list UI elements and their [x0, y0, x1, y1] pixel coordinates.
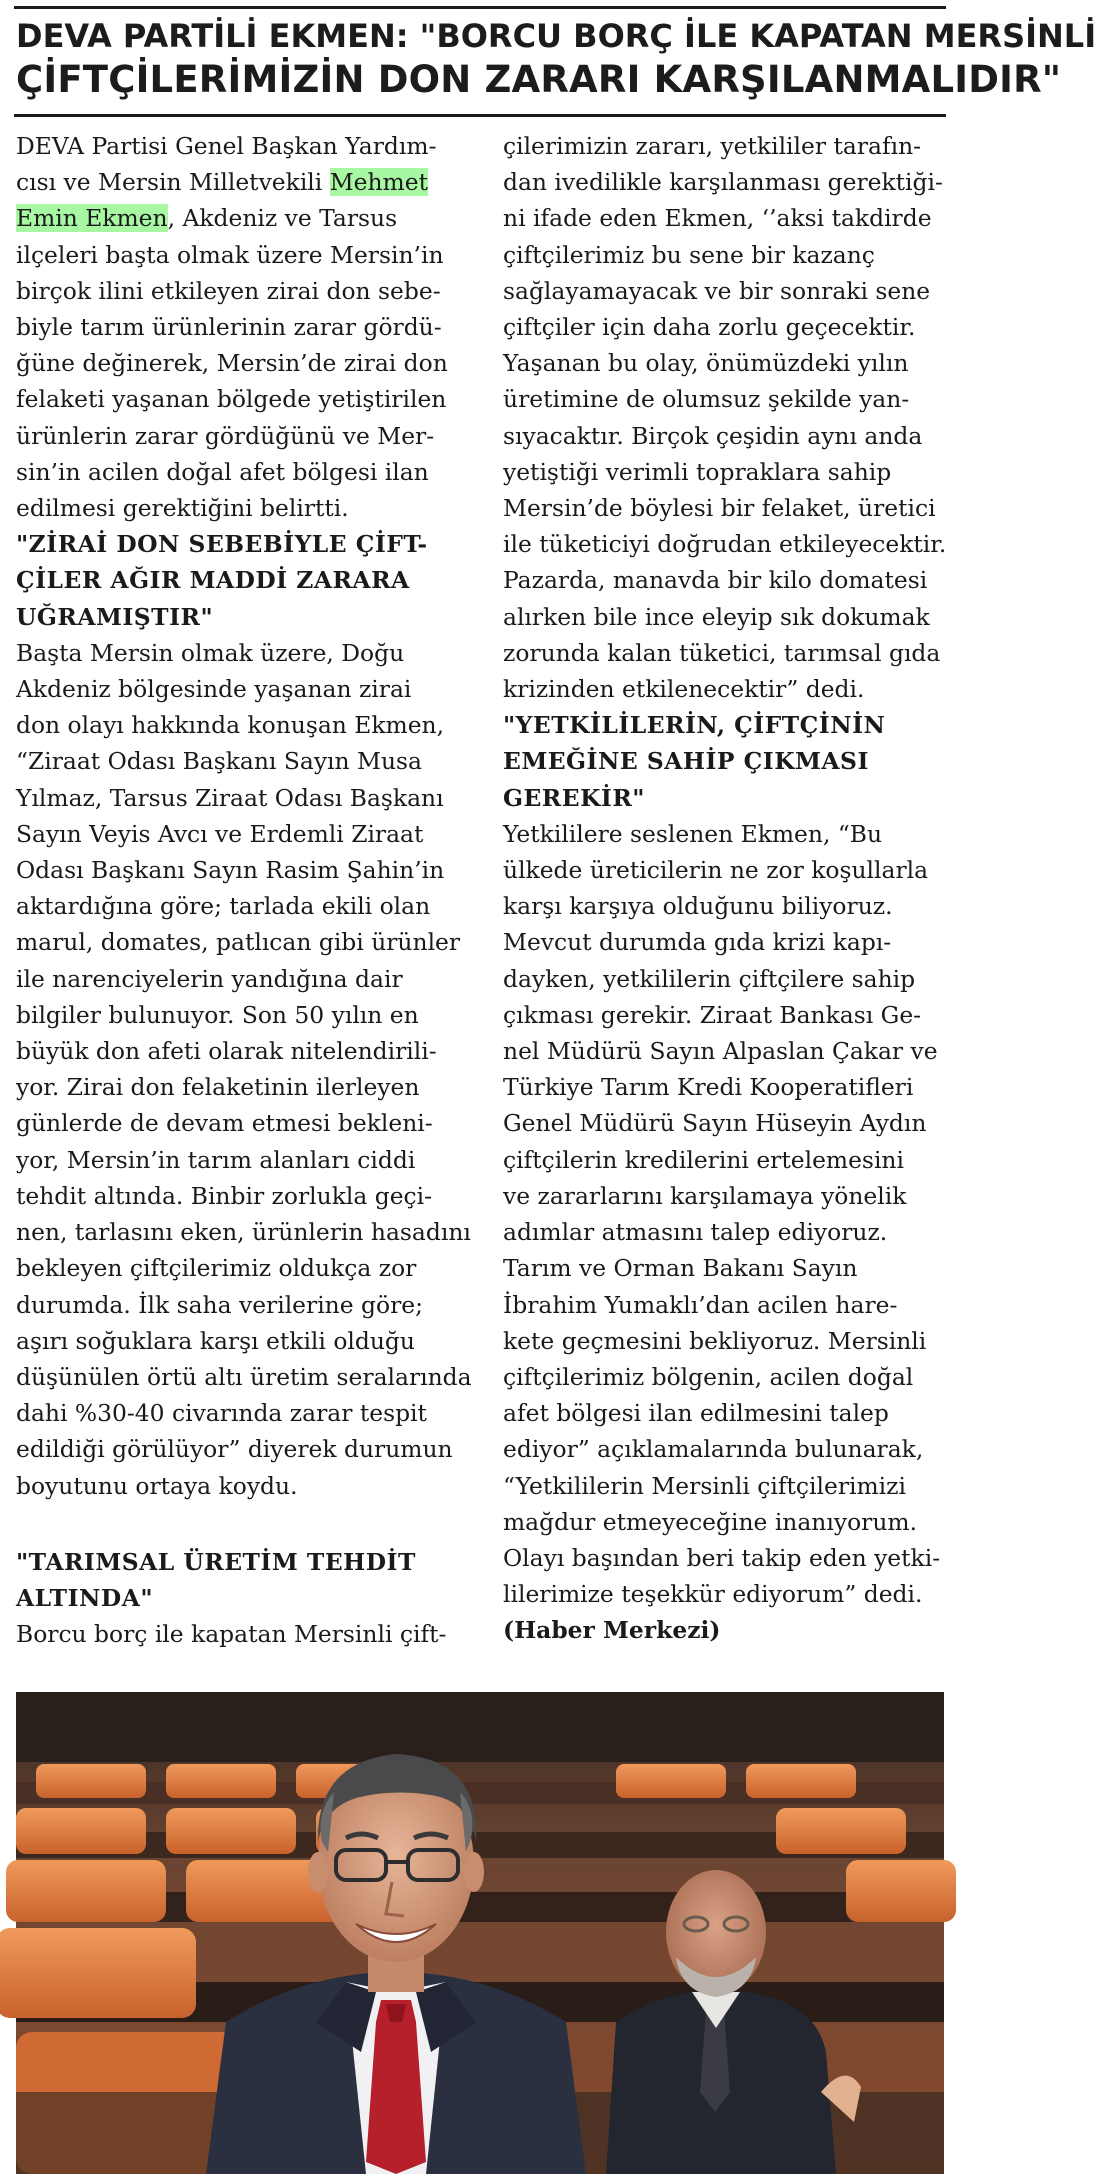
- text-line: alırken bile ince eleyip sık dokumak: [503, 602, 930, 631]
- text-line: çiftçilerin kredilerini ertelemesini: [503, 1145, 904, 1174]
- text-line: ilçeleri başta olmak üzere Mersin’in: [16, 240, 444, 269]
- text-line: yor. Zirai don felaketinin ilerleyen: [16, 1073, 420, 1102]
- text-line: Mersin’de böylesi bir felaket, üretici: [503, 494, 936, 523]
- text-line: ediyor” açıklamalarında bulunarak,: [503, 1435, 924, 1464]
- text-line: felaketi yaşanan bölgede yetiştirilen: [16, 385, 447, 414]
- text-line: Akdeniz bölgesinde yaşanan zirai: [16, 675, 412, 704]
- text-line: ni ifade eden Ekmen, ‘’aksi takdirde: [503, 204, 932, 233]
- text-line: Yetkililere seslenen Ekmen, “Bu: [503, 819, 883, 848]
- text-line: sıyacaktır. Birçok çeşidin aynı anda: [503, 421, 923, 450]
- subheading-line: "TARIMSAL ÜRETİM TEHDİT: [16, 1547, 416, 1576]
- text-line: çiftçilerimiz bu sene bir kazanç: [503, 240, 875, 269]
- subheading-line: "ZİRAİ DON SEBEBİYLE ÇİFT-: [16, 530, 428, 559]
- text-line: Mevcut durumda gıda krizi kapı-: [503, 928, 892, 957]
- subheading-line: EMEĞİNE SAHİP ÇIKMASI: [503, 747, 869, 776]
- subheading-line: UĞRAMIŞTIR": [16, 602, 214, 631]
- text-line: çilerimizin zararı, yetkililer tarafın-: [503, 132, 922, 160]
- text-line: edildiği görülüyor” diyerek durumun: [16, 1435, 453, 1464]
- text-line: yor, Mersin’in tarım alanları ciddi: [16, 1145, 416, 1174]
- article-column-left: [16, 128, 472, 1652]
- text-line: aktardığına göre; tarlada ekili olan: [16, 892, 431, 921]
- text-line: aşırı soğuklara karşı etkili olduğu: [16, 1326, 415, 1355]
- text-line: afet bölgesi ilan edilmesini talep: [503, 1399, 889, 1428]
- text-line: ğüne değinerek, Mersin’de zirai don: [16, 349, 448, 378]
- text-line: İbrahim Yumaklı’dan acilen hare-: [503, 1290, 898, 1319]
- top-rule: [14, 6, 946, 9]
- text-line: dahi %30-40 civarında zarar tespit: [16, 1399, 427, 1428]
- text-line: Odası Başkanı Sayın Rasim Şahin’in: [16, 856, 445, 885]
- text-line: Borcu borç ile kapatan Mersinli çift-: [16, 1620, 447, 1649]
- text-line: sağlayamayacak ve bir sonraki sene: [503, 276, 931, 305]
- article-column-right: [503, 128, 948, 1649]
- text-line: Genel Müdürü Sayın Hüseyin Aydın: [503, 1109, 927, 1138]
- byline: (Haber Merkezi): [503, 1616, 721, 1645]
- text-line: ürünlerin zarar gördüğünü ve Mer-: [16, 421, 435, 450]
- text-line: Pazarda, manavda bir kilo domatesi: [503, 566, 928, 595]
- text-line: bilgiler bulunuyor. Son 50 yılın en: [16, 1000, 419, 1029]
- text-line: Yılmaz, Tarsus Ziraat Odası Başkanı: [16, 783, 444, 812]
- headline: [16, 14, 1096, 102]
- paragraph-gap: [16, 1504, 461, 1544]
- subheading: [16, 1544, 461, 1616]
- text-line: krizinden etkilenecektir” dedi.: [503, 675, 865, 704]
- highlighted-name: Emin Ekmen: [16, 204, 168, 233]
- body-paragraph: [503, 816, 948, 1612]
- intro-paragraph: [16, 128, 461, 526]
- body-paragraph: [16, 1616, 461, 1652]
- subheading: [503, 707, 948, 816]
- text-line: çiftçiler için daha zorlu geçecektir.: [503, 313, 916, 342]
- highlighted-name: Mehmet: [329, 168, 428, 197]
- text-line: dayken, yetkililerin çiftçilere sahip: [503, 964, 916, 993]
- headline-line-1: DEVA PARTİLİ EKMEN: "BORCU BORÇ İLE KAPATAN MERSİNLİ: [16, 17, 1096, 55]
- text-line: Olayı başından beri takip eden yetki-: [503, 1543, 941, 1572]
- text-line: Başta Mersin olmak üzere, Doğu: [16, 638, 405, 667]
- text-line: lilerimize teşekkür ediyorum” dedi.: [503, 1580, 923, 1609]
- subheading: [16, 526, 461, 635]
- text-line: marul, domates, patlıcan gibi ürünler: [16, 928, 461, 957]
- parliament-photo-illustration: [16, 1692, 944, 2174]
- text-line: durumda. İlk saha verilerine göre;: [16, 1290, 423, 1319]
- text-line: kete geçmesini bekliyoruz. Mersinli: [503, 1326, 927, 1355]
- text-line: büyük don afeti olarak nitelendirili-: [16, 1037, 437, 1066]
- back-wall: [16, 1692, 944, 1762]
- text-line: bekleyen çiftçilerimiz oldukça zor: [16, 1254, 417, 1283]
- text-line: Yaşanan bu olay, önümüzdeki yılın: [503, 349, 909, 378]
- text-line: ile tüketiciyi doğrudan etkileyecektir.: [503, 530, 947, 559]
- text-line: “Ziraat Odası Başkanı Sayın Musa: [16, 747, 422, 776]
- subheading-line: "YETKİLİLERİN, ÇİFTÇİNİN: [503, 711, 886, 740]
- text-line: edilmesi gerektiğini belirtti.: [16, 494, 349, 523]
- subheading-line: ALTINDA": [16, 1583, 154, 1612]
- text-line: biyle tarım ürünlerinin zarar gördü-: [16, 313, 442, 342]
- body-paragraph: [503, 128, 948, 707]
- text-line: günlerde de devam etmesi bekleni-: [16, 1109, 433, 1138]
- text-line: Tarım ve Orman Bakanı Sayın: [503, 1254, 858, 1283]
- text-line: Türkiye Tarım Kredi Kooperatifleri: [503, 1073, 914, 1102]
- body-paragraph: [16, 635, 472, 1504]
- text-line: çiftçilerimiz bölgenin, acilen doğal: [503, 1362, 914, 1391]
- headline-rule: [14, 114, 946, 117]
- headline-line-2: ÇİFTÇİLERİMİZİN DON ZARARI KARŞILANMALIDIR": [16, 58, 1062, 101]
- text-line: karşı karşıya olduğunu biliyoruz.: [503, 892, 893, 921]
- text-line: tehdit altında. Binbir zorlukla geçi-: [16, 1181, 433, 1210]
- text-line: çıkması gerekir. Ziraat Bankası Ge-: [503, 1000, 922, 1029]
- text-line: “Yetkililerin Mersinli çiftçilerimizi: [503, 1471, 906, 1500]
- text-line: ve zararlarını karşılamaya yönelik: [503, 1181, 907, 1210]
- subheading-line: GEREKİR": [503, 783, 645, 812]
- text-line: don olayı hakkında konuşan Ekmen,: [16, 711, 445, 740]
- text-line: nel Müdürü Sayın Alpaslan Çakar ve: [503, 1037, 938, 1066]
- text-line: üretimine de olumsuz şekilde yan-: [503, 385, 910, 414]
- article-photo: [16, 1692, 944, 2174]
- text-line: ülkede üreticilerin ne zor koşullarla: [503, 856, 929, 885]
- text-line: adımlar atmasını talep ediyoruz.: [503, 1218, 888, 1247]
- text-line: birçok ilini etkileyen zirai don sebe-: [16, 276, 441, 305]
- text-line: zorunda kalan tüketici, tarımsal gıda: [503, 638, 941, 667]
- text-line: sin’in acilen doğal afet bölgesi ilan: [16, 457, 429, 486]
- text-line: yetiştiği verimli topraklara sahip: [503, 457, 892, 486]
- text-line: DEVA Partisi Genel Başkan Yardım-: [16, 132, 437, 160]
- text-line: dan ivedilikle karşılanması gerektiği-: [503, 168, 943, 197]
- text-line: düşünülen örtü altı üretim seralarında: [16, 1362, 472, 1391]
- text-line: mağdur etmeyeceğine inanıyorum.: [503, 1507, 918, 1536]
- text-line: nen, tarlasını eken, ürünlerin hasadını: [16, 1218, 471, 1247]
- text-line: boyutunu ortaya koydu.: [16, 1471, 298, 1500]
- text-line: Emin Ekmen, Akdeniz ve Tarsus: [16, 204, 398, 233]
- text-line: ile narenciyelerin yandığına dair: [16, 964, 403, 993]
- text-line: cısı ve Mersin Milletvekili Mehmet: [16, 168, 428, 197]
- text-line: Sayın Veyis Avcı ve Erdemli Ziraat: [16, 819, 424, 848]
- subheading-line: ÇİLER AĞIR MADDİ ZARARA: [16, 566, 410, 595]
